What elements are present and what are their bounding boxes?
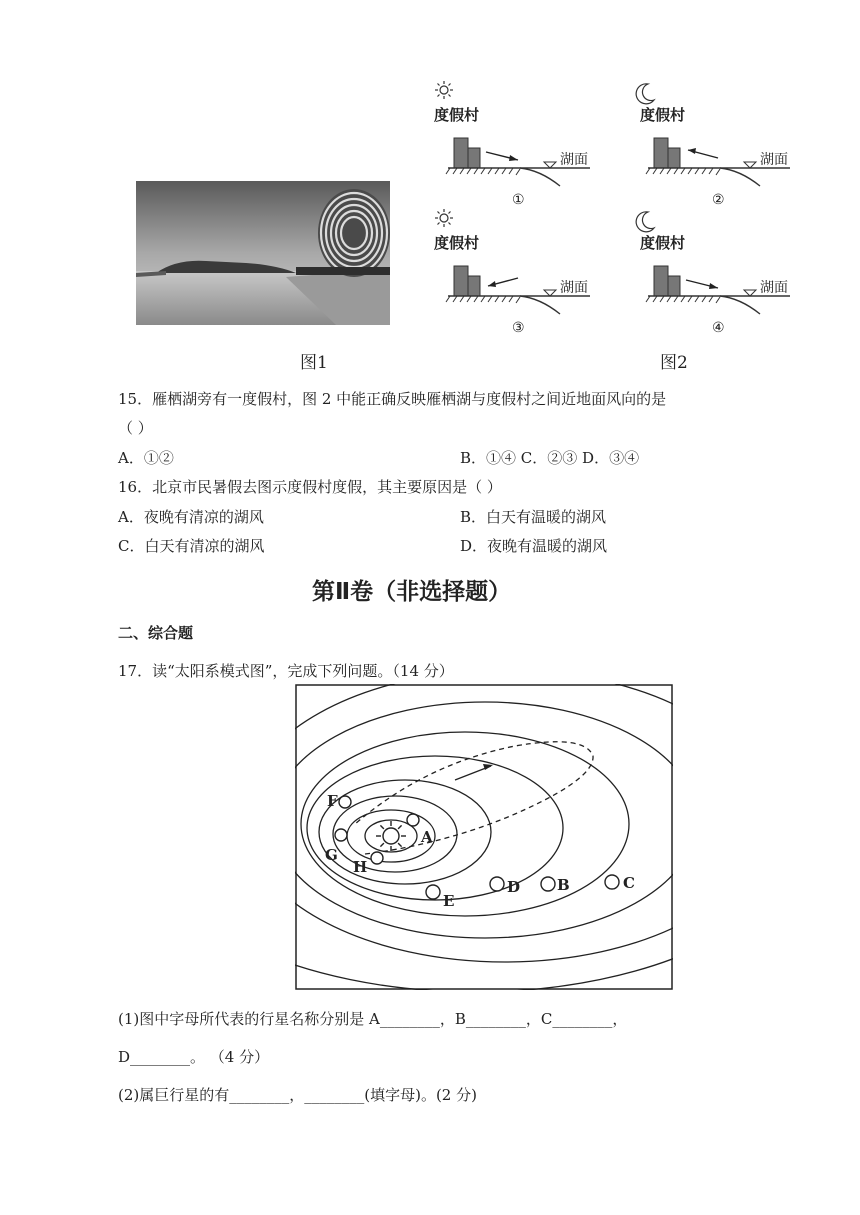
lake-label: 湖面: [560, 152, 588, 168]
planet-d: [490, 877, 504, 891]
planet-f: [339, 796, 351, 808]
q17-sub1-line1: (1)图中字母所代表的行星名称分别是 A________，B________，C________，: [118, 1010, 628, 1028]
label-h: H: [353, 858, 368, 876]
sun-icon: [435, 209, 453, 227]
resort-label: 度假村: [434, 234, 480, 252]
label-g: G: [325, 846, 338, 864]
q16-option-b: B．白天有温暖的湖风: [460, 508, 607, 526]
planet-a: [407, 814, 419, 826]
label-d: D: [507, 878, 521, 896]
q17-sub1-line2: D________。 （4 分）: [118, 1048, 270, 1066]
lakeside-photo-image: [136, 181, 390, 325]
section2-heading: 二、综合题: [118, 624, 194, 642]
moon-icon: [636, 212, 654, 232]
planet-g: [335, 829, 347, 841]
q16-option-a: A．夜晚有清凉的湖风: [118, 508, 264, 526]
panel-number: ②: [712, 192, 725, 208]
q15-stem: 15．雁栖湖旁有一度假村，图 2 中能正确反映雁栖湖与度假村之间近地面风向的是: [118, 390, 667, 408]
label-c: C: [623, 874, 635, 892]
planet-c: [605, 875, 619, 889]
moon-icon: [636, 84, 654, 104]
sun-icon: [376, 821, 406, 851]
label-f: F: [327, 792, 338, 810]
planet-b: [541, 877, 555, 891]
figure2-caption: 图2: [660, 353, 688, 373]
lake-label: 湖面: [760, 280, 788, 296]
label-a: A: [421, 828, 433, 846]
panel-number: ④: [712, 320, 725, 336]
planet-e: [426, 885, 440, 899]
q16-stem: 16．北京市民暑假去图示度假村度假，其主要原因是（ ）: [118, 478, 502, 496]
panel-1: [434, 81, 590, 208]
q17-sub2: (2)属巨行星的有________，________(填字母)。(2 分): [118, 1086, 477, 1104]
q17-stem: 17．读“太阳系模式图”，完成下列问题。（14 分）: [118, 662, 454, 680]
figure1-caption: 图1: [300, 353, 328, 373]
panel-3: [434, 209, 590, 336]
q15-paren: （ ）: [118, 419, 153, 437]
label-b: B: [557, 876, 570, 894]
planet-h: [371, 852, 383, 864]
panel-number: ③: [512, 320, 525, 336]
resort-label: 度假村: [640, 106, 686, 124]
figure2-diagram: [430, 80, 810, 340]
q16-option-c: C．白天有清凉的湖风: [118, 537, 265, 555]
resort-label: 度假村: [640, 234, 686, 252]
q15-options-bcd: B．①④ C．②③ D．③④: [460, 449, 640, 467]
resort-label: 度假村: [434, 106, 480, 124]
sun-icon: [435, 81, 453, 99]
q15-option-a: A．①②: [118, 449, 174, 467]
panel-number: ①: [512, 192, 525, 208]
panel-2: [636, 84, 790, 208]
solar-system-diagram: [295, 684, 673, 990]
lake-label: 湖面: [760, 152, 788, 168]
lake-label: 湖面: [560, 280, 588, 296]
q16-option-d: D．夜晚有温暖的湖风: [460, 537, 608, 555]
label-e: E: [443, 892, 455, 910]
panel-4: [636, 212, 790, 336]
figure1-photo: [136, 181, 390, 325]
part2-title: 第Ⅱ卷（非选择题）: [312, 579, 512, 605]
